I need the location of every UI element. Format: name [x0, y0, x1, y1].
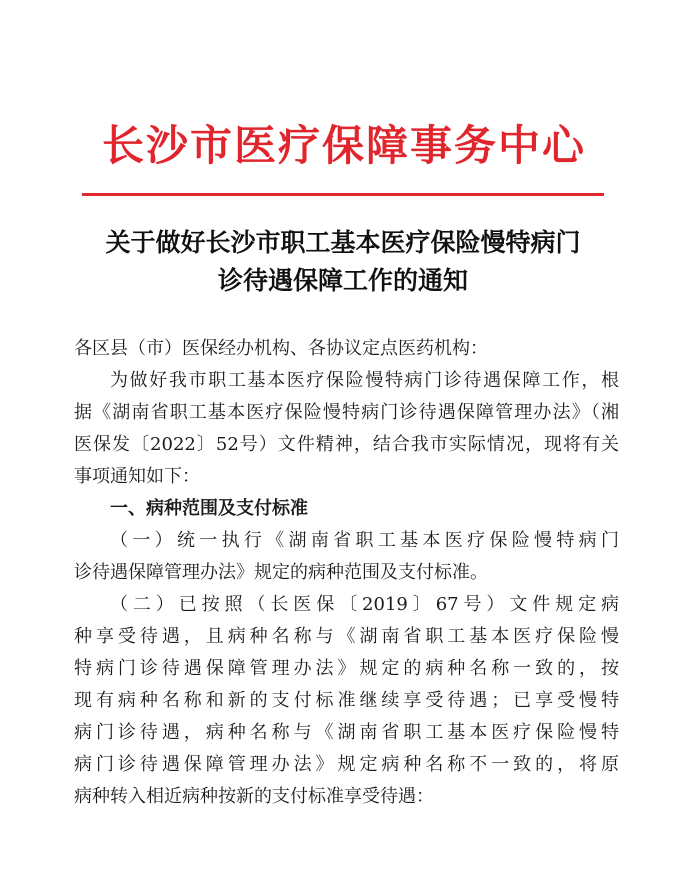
item-2-line-4: 现有病种名称和新的支付标准继续享受待遇；已享受慢特	[74, 690, 619, 711]
section-1-heading: 一、病种范围及支付标准	[110, 498, 308, 519]
document-title-line-2: 诊待遇保障工作的通知	[217, 266, 468, 295]
document-title-line-1: 关于做好长沙市职工基本医疗保险慢特病门	[105, 228, 581, 257]
org-letterhead-title: 长沙市医疗保障事务中心	[101, 121, 586, 170]
intro-line-3: 医保发〔2022〕52号）文件精神，结合我市实际情况，现将有关	[74, 434, 619, 455]
item-2-line-1: （二）已按照（长医保〔2019〕67号）文件规定病	[110, 594, 619, 615]
item-2-line-3: 特病门诊待遇保障管理办法》规定的病种名称一致的，按	[74, 658, 619, 679]
document-title	[40, 224, 646, 300]
salutation: 各区县（市）医保经办机构、各协议定点医药机构：	[74, 338, 488, 359]
item-2-line-2: 种享受待遇，且病种名称与《湖南省职工基本医疗保险慢	[74, 626, 619, 647]
letterhead-red-divider	[82, 193, 604, 196]
intro-line-2: 据《湖南省职工基本医疗保险慢特病门诊待遇保障管理办法》（湘	[74, 402, 619, 423]
intro-line-1: 为做好我市职工基本医疗保险慢特病门诊待遇保障工作，根	[110, 370, 619, 391]
intro-line-4: 事项通知如下：	[74, 466, 200, 487]
item-2-line-7: 病种转入相近病种按新的支付标准享受待遇：	[74, 786, 434, 807]
item-1-line-2: 诊待遇保障管理办法》规定的病种范围及支付标准。	[74, 562, 488, 583]
item-2-line-6: 病门诊待遇保障管理办法》规定病种名称不一致的，将原	[74, 754, 619, 775]
item-2-line-5: 病门诊待遇，病种名称与《湖南省职工基本医疗保险慢特	[74, 722, 619, 743]
document-body	[74, 333, 619, 813]
item-1-line-1: （一）统一执行《湖南省职工基本医疗保险慢特病门	[110, 530, 619, 551]
